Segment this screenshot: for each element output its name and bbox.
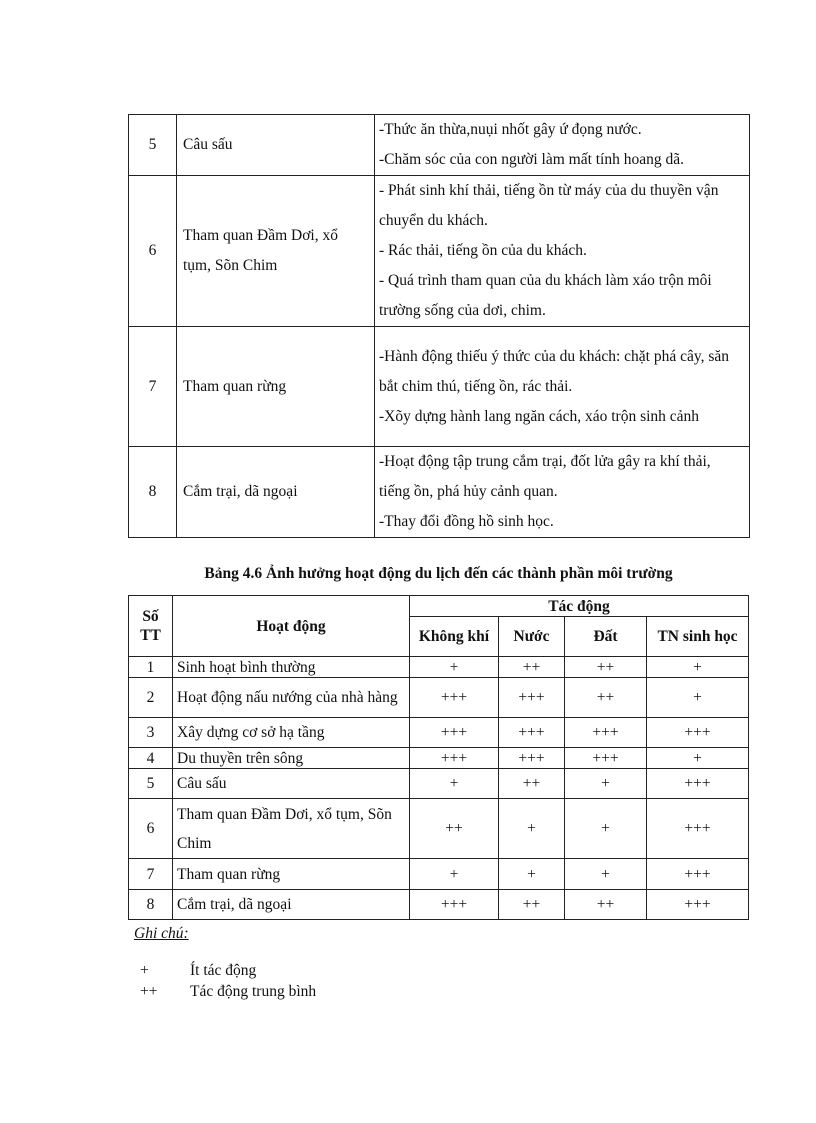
row-number: 5 xyxy=(129,769,173,799)
impact-biological: +++ xyxy=(647,718,749,748)
header-soil: Đất xyxy=(565,617,647,657)
impact-biological: + xyxy=(647,657,749,678)
description-line: -Hoạt động tập trung cắm trại, đốt lửa gây ra khí thải, tiếng ồn, phá hủy cảnh quan. xyxy=(379,453,711,500)
row-number: 6 xyxy=(129,799,173,859)
impact-soil: +++ xyxy=(565,748,647,769)
impact-biological: +++ xyxy=(647,769,749,799)
row-number: 8 xyxy=(129,890,173,920)
table-caption: Bảng 4.6 Ảnh hưởng hoạt động du lịch đến các thành phần môi trường xyxy=(204,565,673,582)
activity-cell: Tham quan rừng xyxy=(177,327,375,447)
description-line: -Chăm sóc của con người làm mất tính hoang dã. xyxy=(379,151,684,168)
impact-water: +++ xyxy=(499,718,565,748)
legend-text: Ít tác động xyxy=(190,962,257,979)
row-number: 5 xyxy=(129,115,177,176)
activity-cell: Cắm trại, dã ngoại xyxy=(177,447,375,538)
activity-cell: Hoạt động nấu nướng của nhà hàng xyxy=(173,678,410,718)
row-number: 3 xyxy=(129,718,173,748)
legend-item xyxy=(140,983,316,1001)
row-number: 2 xyxy=(129,678,173,718)
impact-soil: + xyxy=(565,859,647,890)
impact-description-table xyxy=(128,114,750,538)
impact-water: +++ xyxy=(499,678,565,718)
header-biological: TN sinh học xyxy=(647,617,749,657)
header-air: Không khí xyxy=(410,617,499,657)
header-row xyxy=(129,596,749,617)
note-title: Ghi chú: xyxy=(134,925,189,942)
impact-matrix-table xyxy=(128,595,749,920)
impact-biological: +++ xyxy=(647,859,749,890)
impact-air: + xyxy=(410,769,499,799)
impact-biological: +++ xyxy=(647,890,749,920)
impact-air: + xyxy=(410,859,499,890)
table-row xyxy=(129,890,749,920)
impact-water: + xyxy=(499,859,565,890)
row-number: 8 xyxy=(129,447,177,538)
table-row xyxy=(129,115,750,176)
header-water: Nước xyxy=(499,617,565,657)
impact-air: + xyxy=(410,657,499,678)
activity-cell: Xây dựng cơ sở hạ tầng xyxy=(173,718,410,748)
impact-description xyxy=(375,447,750,538)
legend-symbol: + xyxy=(140,962,149,979)
impact-soil: ++ xyxy=(565,678,647,718)
impact-description xyxy=(375,327,750,447)
impact-water: ++ xyxy=(499,890,565,920)
activity-cell: Tham quan rừng xyxy=(173,859,410,890)
description-line: -Xõy dựng hành lang ngăn cách, xáo trộn sinh cảnh xyxy=(379,407,700,425)
impact-air: ++ xyxy=(410,799,499,859)
activity-cell: Sinh hoạt bình thường xyxy=(173,657,410,678)
table-row xyxy=(129,327,750,447)
impact-biological: + xyxy=(647,678,749,718)
description-line: - Phát sinh khí thải, tiếng ồn từ máy của du thuyền vận chuyển du khách. xyxy=(379,182,719,229)
impact-biological: + xyxy=(647,748,749,769)
impact-air: +++ xyxy=(410,748,499,769)
table-row xyxy=(129,176,750,327)
header-number: Số TT xyxy=(129,596,173,657)
impact-description xyxy=(375,115,750,176)
activity-cell: Cắm trại, dã ngoại xyxy=(173,890,410,920)
activity-cell: Du thuyền trên sông xyxy=(173,748,410,769)
impact-soil: +++ xyxy=(565,718,647,748)
row-number: 1 xyxy=(129,657,173,678)
table-row xyxy=(129,447,750,538)
impact-soil: ++ xyxy=(565,890,647,920)
impact-air: +++ xyxy=(410,718,499,748)
activity-cell: Tham quan Đầm Dơi, xổ tụm, Sõn Chim xyxy=(173,799,410,859)
impact-water: + xyxy=(499,799,565,859)
legend-text: Tác động trung bình xyxy=(190,983,317,1000)
table-row xyxy=(129,718,749,748)
impact-air: +++ xyxy=(410,678,499,718)
header-impact: Tác động xyxy=(410,596,749,617)
legend-item xyxy=(140,962,256,980)
impact-soil: + xyxy=(565,799,647,859)
table-row xyxy=(129,859,749,890)
activity-cell: Tham quan Đầm Dơi, xổ tụm, Sõn Chim xyxy=(177,176,375,327)
description-line: -Hành động thiếu ý thức của du khách: chặt phá cây, săn bắt chim thú, tiếng ồn, rác thải. xyxy=(379,347,729,395)
impact-water: +++ xyxy=(499,748,565,769)
impact-air: +++ xyxy=(410,890,499,920)
impact-description xyxy=(375,176,750,327)
table-row xyxy=(129,678,749,718)
table-row xyxy=(129,657,749,678)
row-number: 4 xyxy=(129,748,173,769)
header-activity: Hoạt động xyxy=(173,596,410,657)
impact-soil: ++ xyxy=(565,657,647,678)
description-line: - Rác thải, tiếng ồn của du khách. xyxy=(379,242,587,259)
description-line: -Thay đổi đồng hồ sinh học. xyxy=(379,513,554,530)
impact-soil: + xyxy=(565,769,647,799)
activity-cell: Câu sấu xyxy=(177,115,375,176)
table-row xyxy=(129,748,749,769)
legend-symbol: ++ xyxy=(140,983,158,1000)
row-number: 7 xyxy=(129,859,173,890)
table-row xyxy=(129,769,749,799)
row-number: 7 xyxy=(129,327,177,447)
impact-water: ++ xyxy=(499,769,565,799)
description-line: - Quá trình tham quan của du khách làm xáo trộn môi trường sống của dơi, chim. xyxy=(379,272,712,319)
row-number: 6 xyxy=(129,176,177,327)
impact-water: ++ xyxy=(499,657,565,678)
activity-cell: Câu sấu xyxy=(173,769,410,799)
table-row xyxy=(129,799,749,859)
impact-biological: +++ xyxy=(647,799,749,859)
description-line: -Thức ăn thừa,nuụi nhốt gây ứ đọng nước. xyxy=(379,121,642,138)
